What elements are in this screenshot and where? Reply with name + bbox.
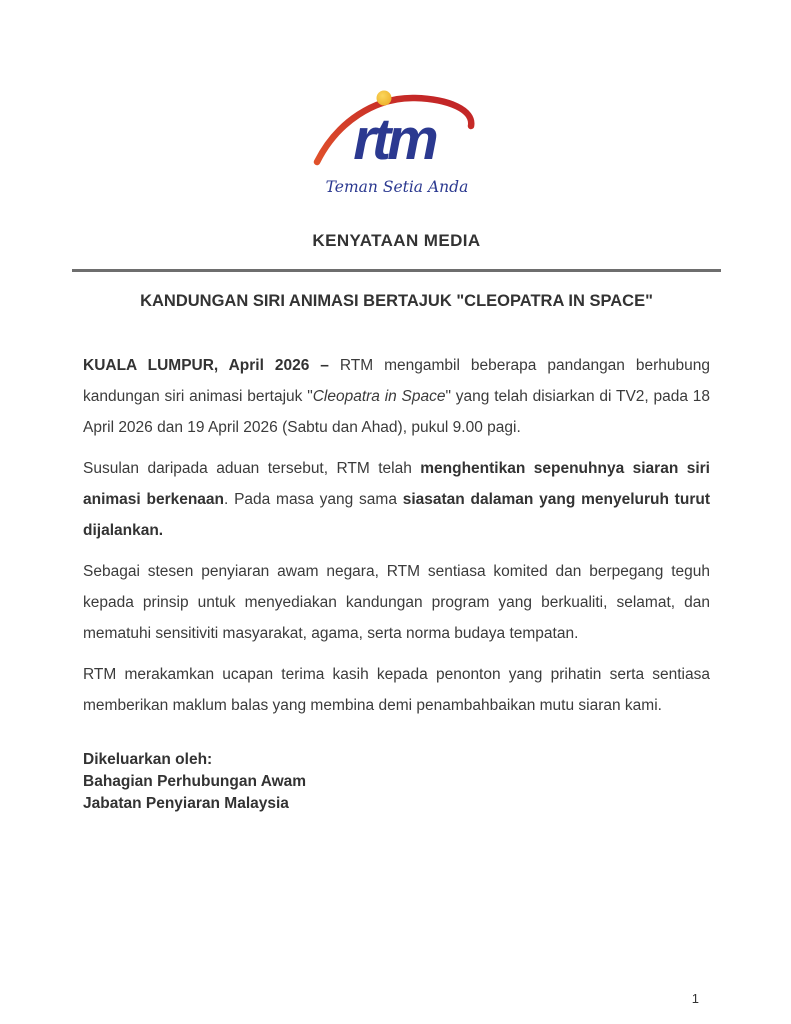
- paragraph-2-bold-1: menghentikan sepenuhnya siaran siri animasi berkenaan: [83, 460, 710, 508]
- logo-letters: rtm: [352, 107, 435, 172]
- paragraph-4: RTM merakamkan ucapan terima kasih kepada penonton yang prihatin serta sentiasa memberikan maklum balas yang membina demi penambahbaikan mutu siaran kami.: [83, 666, 710, 714]
- paragraph-2: [83, 453, 710, 546]
- page-number: 1: [691, 991, 699, 1006]
- paragraph-2-run-2: . Pada masa yang sama: [224, 491, 403, 508]
- logo-ball-icon: [376, 91, 391, 106]
- paragraph-1-dateline: KUALA LUMPUR, April 2026 –: [83, 357, 340, 374]
- paragraph-1-run-1: RTM mengambil beberapa pandangan berhubung kandungan siri animasi bertajuk ": [83, 357, 711, 405]
- issued-by-division: Bahagian Perhubungan Awam: [83, 773, 307, 790]
- paragraph-3: Sebagai stesen penyiaran awam negara, RTM sentiasa komited dan berpegang teguh kepada prinsip untuk menyediakan kandungan program yang berkualiti, selamat, dan mematuhi sensitiviti masyarakat, agama, serta norma budaya tempatan.: [83, 563, 710, 642]
- document-body: [83, 350, 710, 815]
- paragraph-2-run-1: Susulan daripada aduan tersebut, RTM telah: [83, 460, 421, 477]
- paragraph-1-run-2: " yang telah disiarkan di TV2, pada 18 April 2026 dan 19 April 2026 (Sabtu dan Ahad), pukul 9.00 pagi.: [83, 388, 711, 436]
- issued-by-label: Dikeluarkan oleh:: [83, 751, 213, 768]
- issued-by-block: [83, 749, 710, 815]
- paragraph-2-bold-2: siasatan dalaman yang menyeluruh turut dijalankan.: [83, 491, 710, 539]
- paragraph-1-series-title: Cleopatra in Space: [312, 388, 446, 405]
- paragraph-1: [83, 350, 710, 443]
- rtm-logo-graphic: [297, 88, 497, 200]
- issued-by-department: Jabatan Penyiaran Malaysia: [83, 795, 289, 812]
- document-title: KANDUNGAN SIRI ANIMASI BERTAJUK "CLEOPATRA IN SPACE": [140, 292, 653, 310]
- divider: [72, 269, 721, 272]
- logo-tagline: Teman Setia Anda: [325, 178, 468, 196]
- rtm-logo: [83, 0, 710, 205]
- media-statement-label: KENYATAAN MEDIA: [312, 231, 481, 250]
